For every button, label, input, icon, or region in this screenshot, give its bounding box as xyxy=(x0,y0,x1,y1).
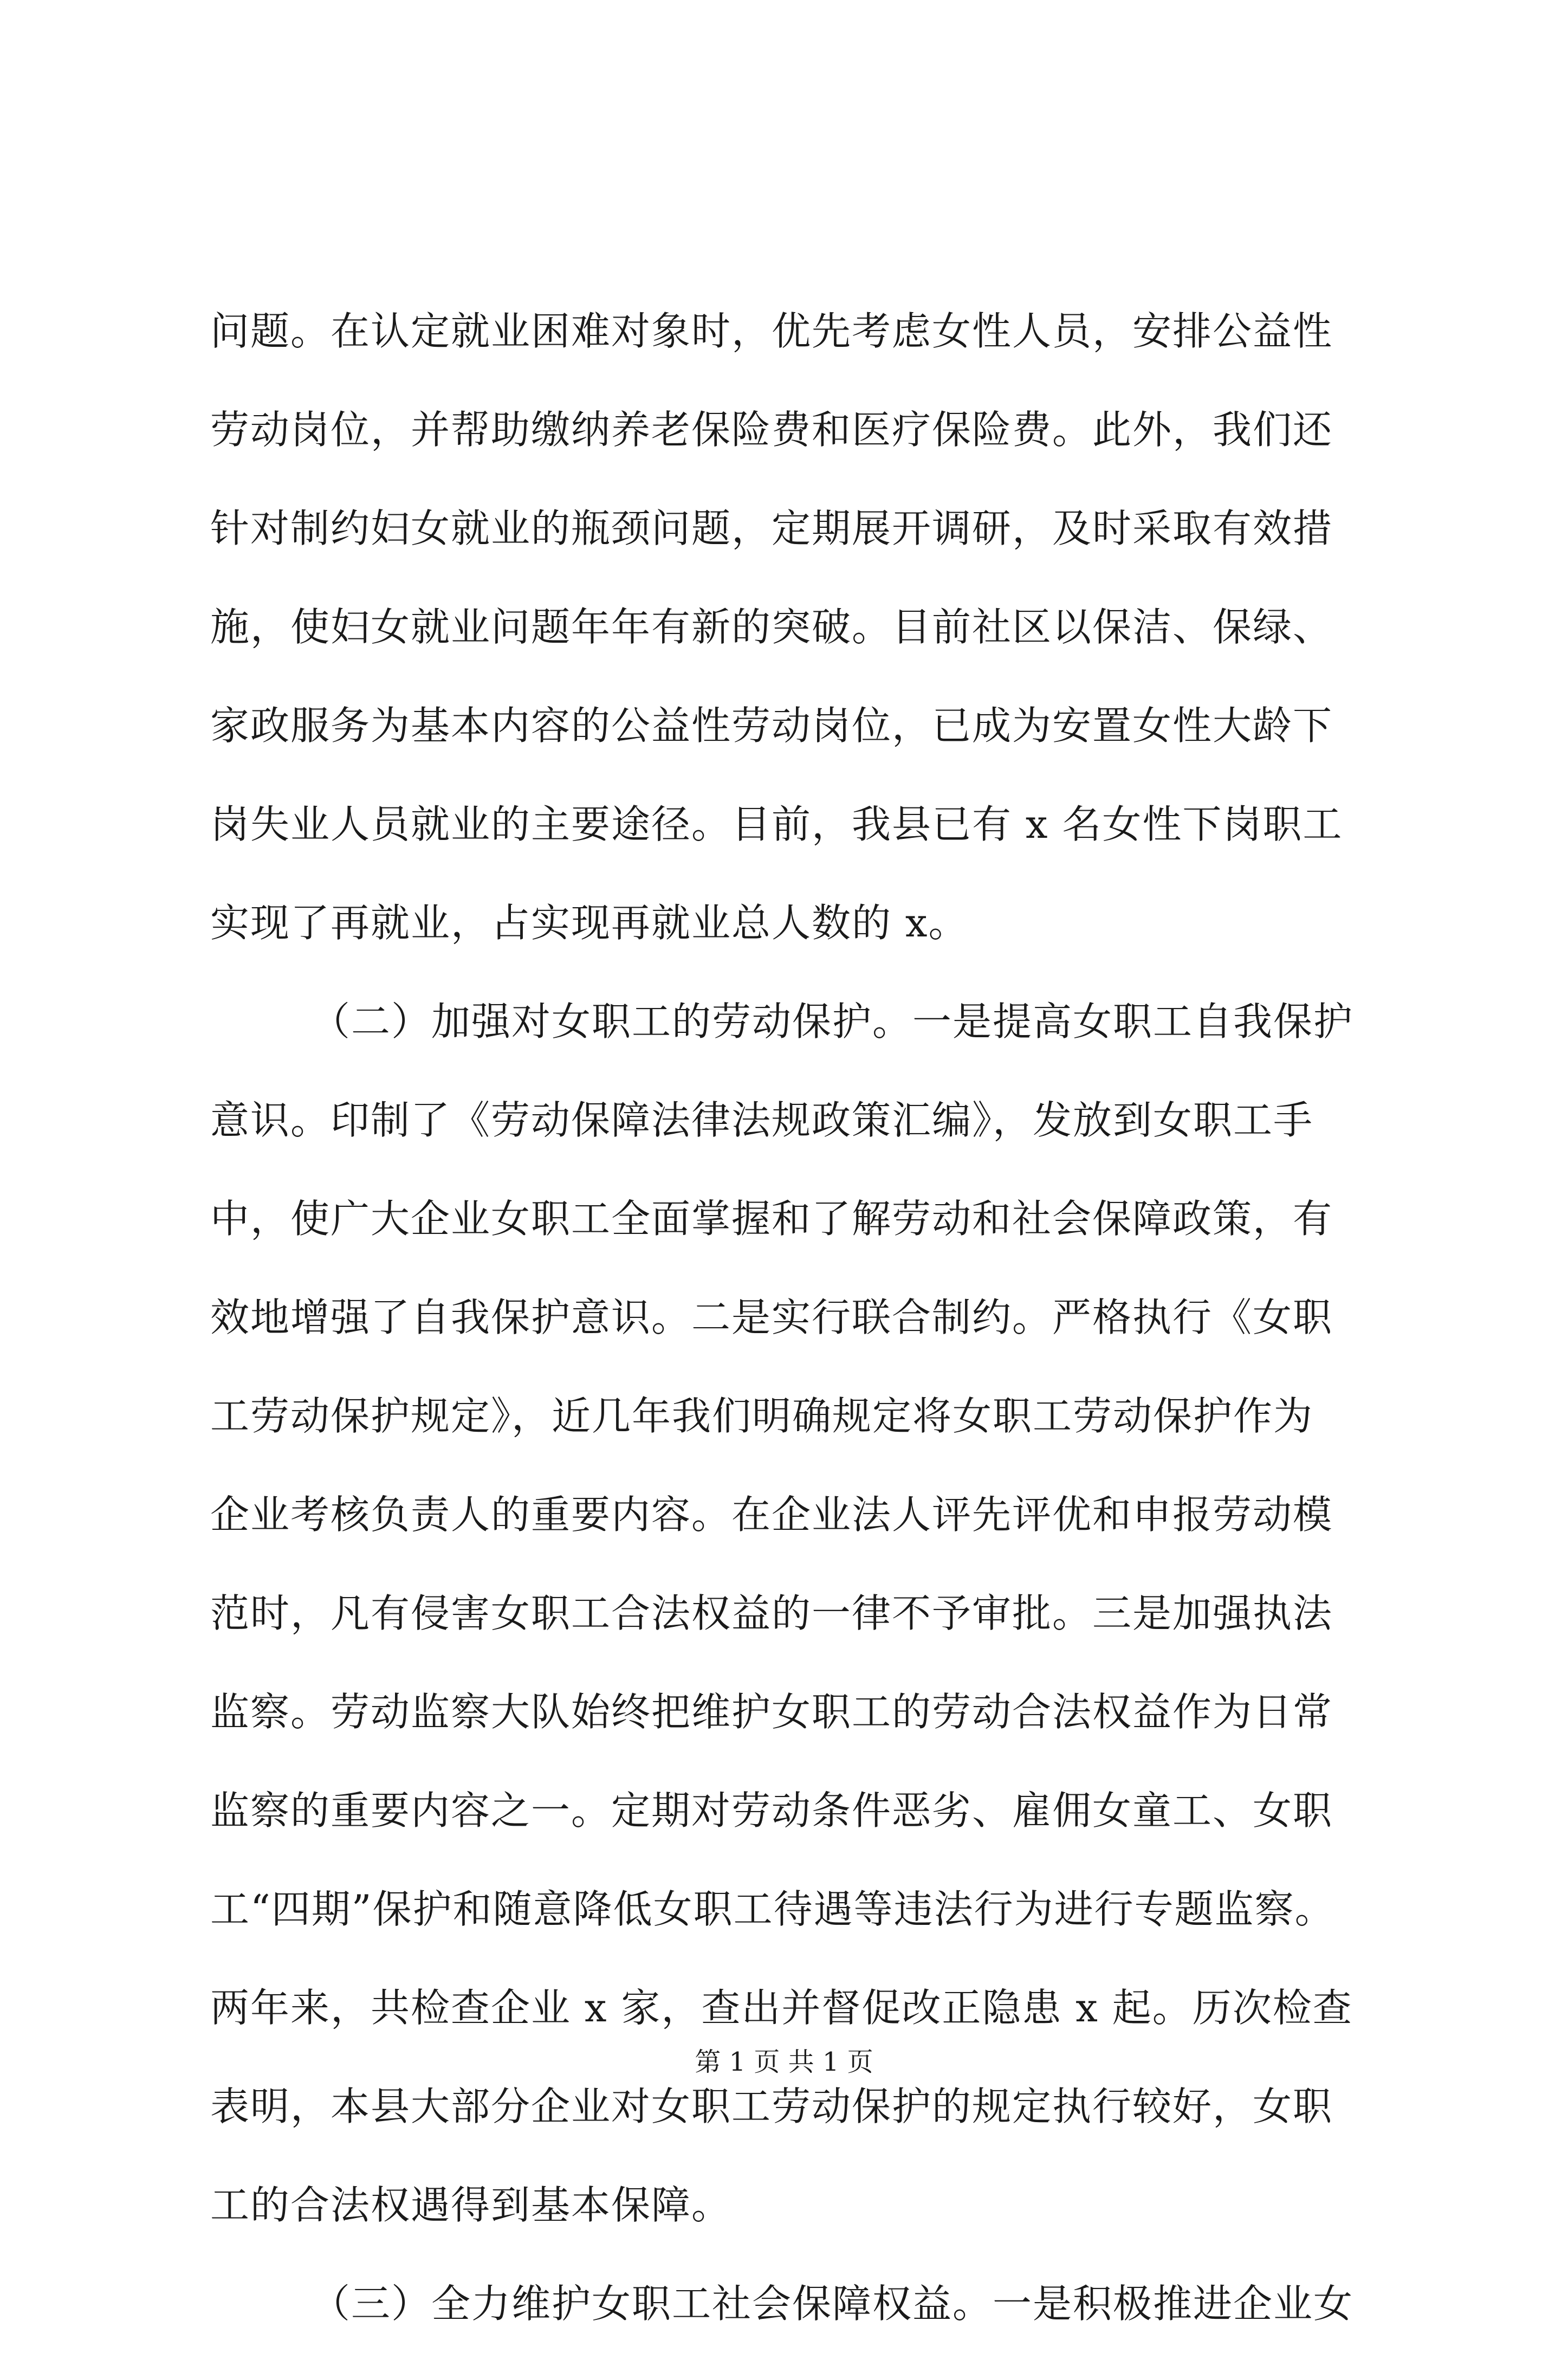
text-line: 问题。在认定就业困难对象时，优先考虑女性人员，安排公益性 xyxy=(210,308,1333,354)
text-line: 监察。劳动监察大队始终把维护女职工的劳动合法权益作为日常 xyxy=(210,1689,1333,1735)
paragraph-heading-line: （二）加强对女职工的劳动保护。一是提高女职工自我保护 xyxy=(311,999,1354,1044)
text-line: 岗失业人员就业的主要途径。目前，我县已有 x 名女性下岗职工 xyxy=(210,801,1343,847)
text-line: 中，使广大企业女职工全面掌握和了解劳动和社会保障政策，有 xyxy=(210,1196,1333,1242)
text-line: 工劳动保护规定》，近几年我们明确规定将女职工劳动保护作为 xyxy=(210,1393,1314,1439)
text-line: 表明，本县大部分企业对女职工劳动保护的规定执行较好，女职 xyxy=(210,2084,1333,2129)
paragraph-heading-line: （三）全力维护女职工社会保障权益。一是积极推进企业女 xyxy=(311,2281,1354,2326)
text-line: 实现了再就业，占实现再就业总人数的 x。 xyxy=(210,900,969,946)
text-line: 施，使妇女就业问题年年有新的突破。目前社区以保洁、保绿、 xyxy=(210,604,1333,650)
text-line: 针对制约妇女就业的瓶颈问题，定期展开调研，及时采取有效措 xyxy=(210,506,1333,551)
text-line: 工的合法权遇得到基本保障。 xyxy=(210,2182,732,2228)
text-line: 劳动岗位，并帮助缴纳养老保险费和医疗保险费。此外，我们还 xyxy=(210,407,1333,452)
text-line: 效地增强了自我保护意识。二是实行联合制约。严格执行《女职 xyxy=(210,1295,1333,1340)
text-line: 家政服务为基本内容的公益性劳动岗位，已成为安置女性大龄下 xyxy=(210,703,1333,748)
text-line: 范时，凡有侵害女职工合法权益的一律不予审批。三是加强执法 xyxy=(210,1591,1333,1636)
body-text xyxy=(210,282,1391,2353)
text-line: 两年来，共检查企业 x 家，查出并督促改正隐患 x 起。历次检查 xyxy=(210,1985,1353,2031)
text-line: 意识。印制了《劳动保障法律法规政策汇编》，发放到女职工手 xyxy=(210,1097,1314,1143)
page-footer xyxy=(0,2046,1568,2078)
text-line: 工“四期”保护和随意降低女职工待遇等违法行为进行专题监察。 xyxy=(210,1886,1335,1932)
text-line: 监察的重要内容之一。定期对劳动条件恶劣、雇佣女童工、女职 xyxy=(210,1788,1333,1833)
page-number-label: 第 1 页 共 1 页 xyxy=(695,2047,873,2077)
text-line: 企业考核负责人的重要内容。在企业法人评先评优和申报劳动模 xyxy=(210,1492,1333,1537)
